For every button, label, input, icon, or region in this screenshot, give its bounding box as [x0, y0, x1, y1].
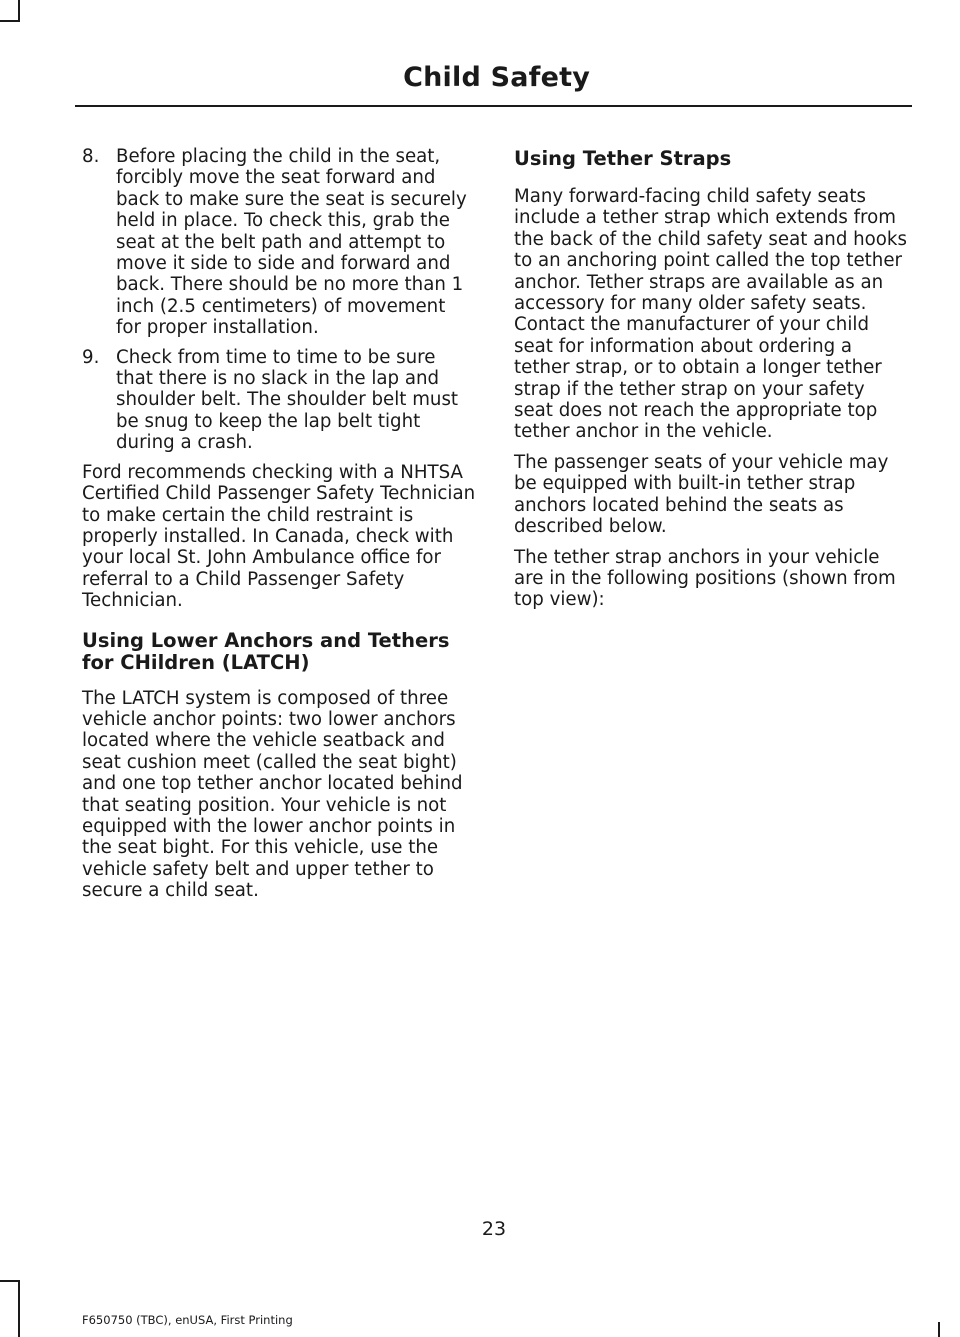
left-column [82, 146, 476, 911]
step-number: 9. [82, 346, 100, 368]
paragraph: The passenger seats of your vehicle may be equipped with built-in tether strap anchors located behind the seats as described below. [514, 451, 889, 538]
crop-mark-top-left [18, 0, 20, 20]
list-item [82, 347, 476, 454]
step-number: 8. [82, 146, 100, 167]
paragraph: The tether strap anchors in your vehicle are in the following positions (shown from top view): [514, 546, 896, 611]
crop-mark-bottom-right [938, 1322, 940, 1337]
crop-mark-bottom-left [0, 1280, 18, 1282]
section-heading: Using Tether Straps [514, 147, 732, 170]
page-number: 23 [481, 1218, 507, 1240]
section-heading: Using Lower Anchors and Tethers for CHildren (LATCH) [82, 628, 450, 674]
paragraph: Ford recommends checking with a NHTSA Certified Child Passenger Safety Technician to make certain the child restraint is properly installed. In Canada, check with your local St. John Ambulance office for referral to a Child Passenger Safety Technician. [82, 461, 476, 612]
right-column [514, 146, 908, 620]
crop-mark-top-left [0, 20, 20, 22]
paragraph: Many forward-facing child safety seats include a tether strap which extends from the back of the child safety seat and hooks to an anchoring point called the top tether anchor. Tether straps are available as an accessory for many older safety seats. Contact the manufacturer of your child seat for information about ordering a tether strap, or to obtain a longer tether strap if the tether strap on your safety seat does not reach the appropriate top tether anchor in the vehicle. [514, 186, 907, 443]
print-info: F650750 (TBC), enUSA, First Printing [82, 1313, 293, 1327]
header-divider [75, 105, 912, 107]
paragraph: The LATCH system is composed of three vehicle anchor points: two lower anchors located where the vehicle seatback and seat cushion meet (called the seat bight) and one top tether anchor located behind that seating position. Your vehicle is not equipped with the lower anchor points in the seat bight. For this vehicle, use the vehicle safety belt and upper tether to secure a child seat. [82, 687, 463, 902]
crop-mark-bottom-left [18, 1280, 20, 1337]
list-item [82, 146, 476, 339]
section-title: Child Safety [403, 62, 590, 93]
step-text: Before placing the child in the seat, forcibly move the seat forward and back to make sure the seat is securely held in place. To check this, grab the seat at the belt path and attempt to move it side to side and forward and back. There should be no more than 1 inch (2.5 centimeters) of movement for proper installation. [116, 146, 467, 339]
step-text: Check from time to time to be sure that there is no slack in the lap and shoulder belt. The shoulder belt must be snug to keep the lap belt tight during a crash. [116, 346, 459, 454]
